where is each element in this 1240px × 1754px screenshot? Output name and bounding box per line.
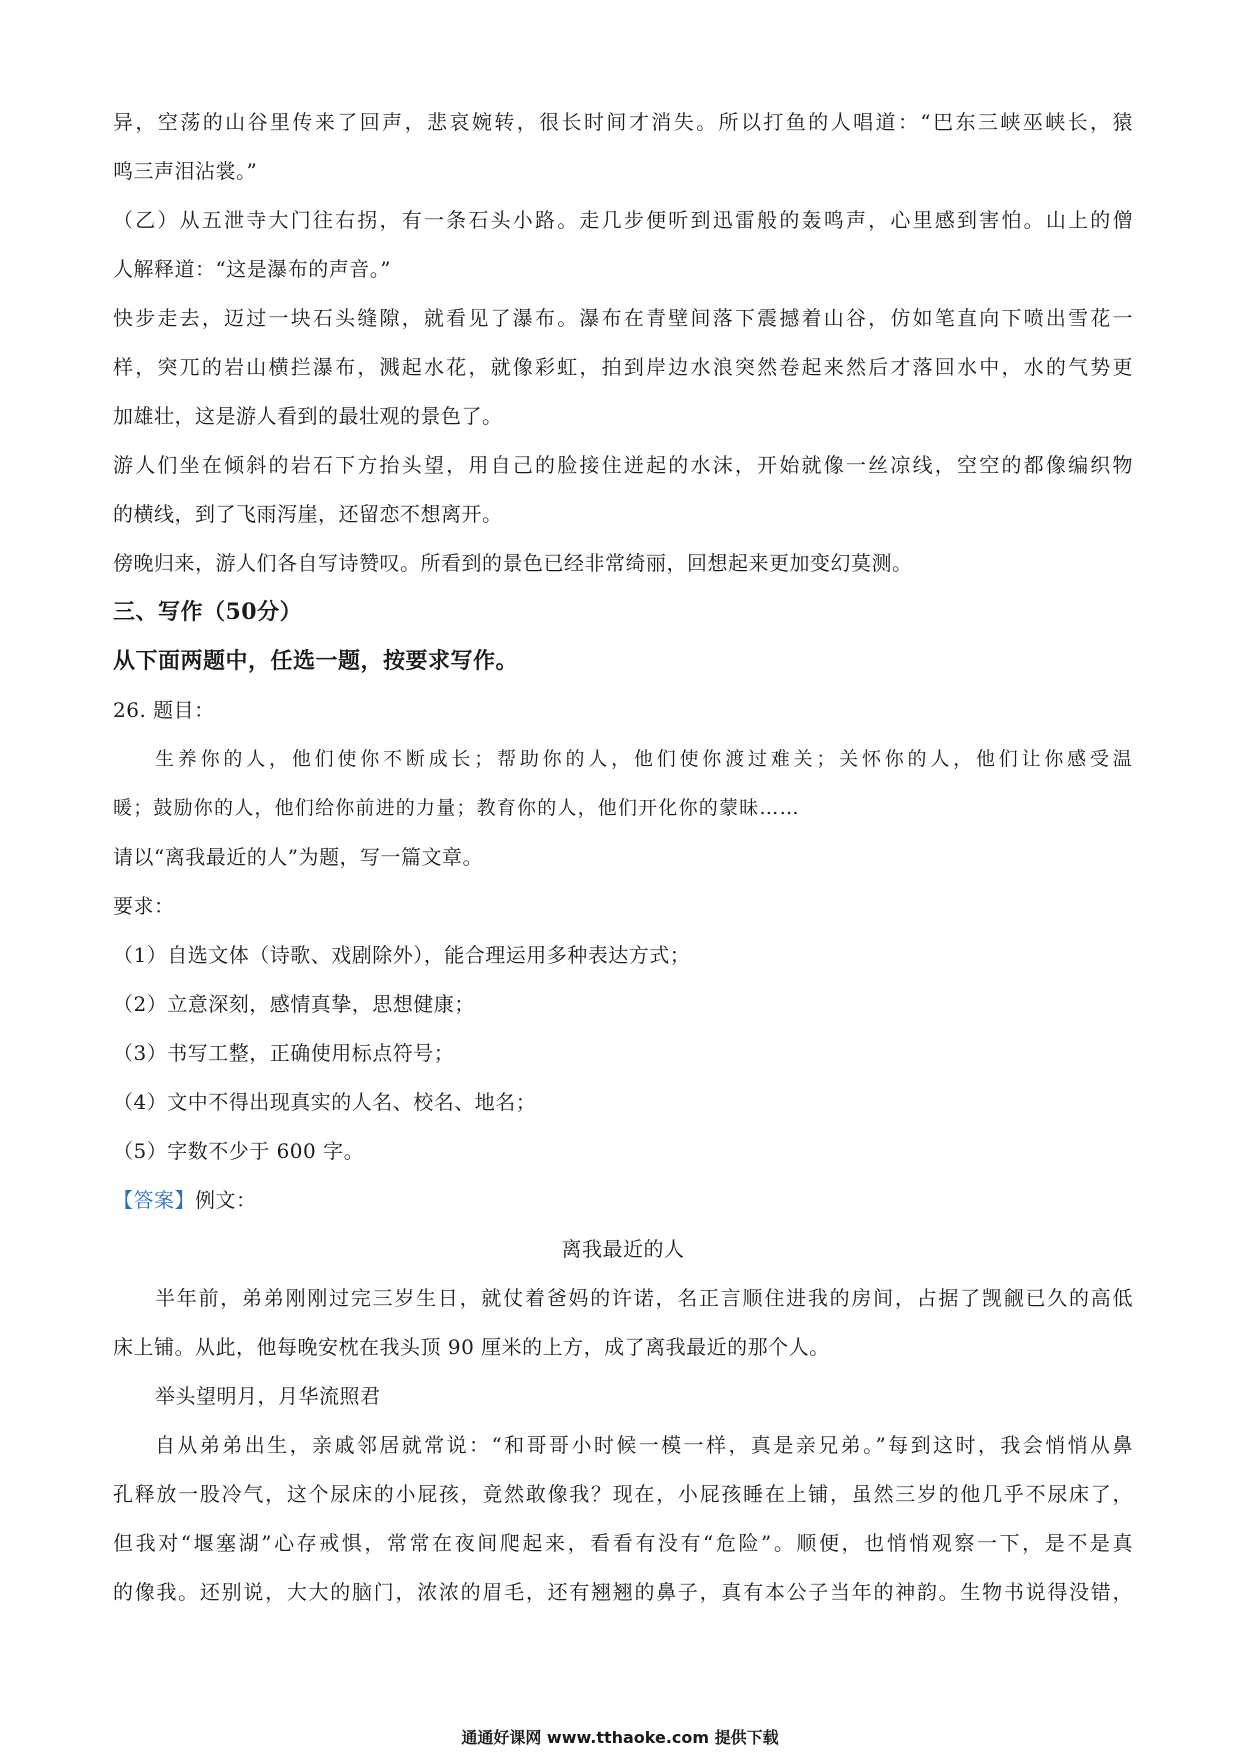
requirement-item: （4）文中不得出现真实的人名、校名、地名； bbox=[113, 1090, 537, 1114]
question-prompt-line-2: 暖；鼓励你的人，他们给你前进的力量；教育你的人，他们开化你的蒙昧…… bbox=[113, 797, 800, 819]
translation-line-1: 异，空荡的山谷里传来了回声，悲哀婉转，很长时间才消失。所以打鱼的人唱道：“巴东三峡巫峡长，猿 bbox=[113, 110, 1133, 134]
page-footer: 通通好课网 www.tthaoke.com 提供下载 bbox=[461, 1728, 779, 1747]
essay-paragraph-1-line-1: 半年前，弟弟刚刚过完三岁生日，就仗着爸妈的许诺，名正言顺住进我的房间，占据了觊觎已久的高低 bbox=[155, 1286, 1133, 1310]
answer-header bbox=[113, 1176, 1133, 1225]
translation-line-4: 人解释道：“这是瀑布的声音。” bbox=[113, 257, 391, 281]
essay-subtitle: 举头望明月，月华流照君 bbox=[155, 1384, 381, 1408]
translation-line-8: 游人们坐在倾斜的岩石下方抬头望，用自己的脸接住迸起的水沫，开始就像一丝凉线，空空的都像编织物 bbox=[113, 453, 1133, 477]
translation-line-3: （乙）从五泄寺大门往右拐，有一条石头小路。走几步便听到迅雷般的轰鸣声，心里感到害怕。山上的僧 bbox=[113, 208, 1133, 232]
answer-tag: 【答案】 bbox=[113, 1188, 195, 1212]
essay-paragraph-2-line-1: 自从弟弟出生，亲戚邻居就常说：“和哥哥小时候一模一样，真是亲兄弟。”每到这时，我会悄悄从鼻 bbox=[155, 1433, 1133, 1457]
answer-intro: 例文： bbox=[195, 1188, 257, 1212]
section-title: 三、写作（50分） bbox=[113, 599, 303, 625]
requirement-item: （2）立意深刻，感情真挚，思想健康； bbox=[113, 992, 475, 1016]
essay-paragraph-2-line-3: 但我对“堰塞湖”心存戒惧，常常在夜间爬起来，看看有没有“危险”。顺便，也悄悄观察一下，是不是真 bbox=[113, 1531, 1133, 1555]
requirement-item: （5）字数不少于 600 字。 bbox=[113, 1139, 365, 1163]
requirements-label: 要求： bbox=[113, 894, 175, 918]
requirement-item: （3）书写工整，正确使用标点符号； bbox=[113, 1041, 455, 1065]
requirement-item: （1）自选文体（诗歌、戏剧除外），能合理运用多种表达方式； bbox=[113, 943, 691, 967]
translation-line-9: 的横线，到了飞雨泻崖，还留恋不想离开。 bbox=[113, 502, 503, 526]
essay-paragraph-1-line-2: 床上铺。从此，他每晚安枕在我头顶 90 厘米的上方，成了离我最近的那个人。 bbox=[113, 1335, 830, 1359]
translation-line-10: 傍晚归来，游人们各自写诗赞叹。所看到的景色已经非常绮丽，回想起来更加变幻莫测。 bbox=[113, 551, 913, 575]
section-instruction: 从下面两题中，任选一题，按要求写作。 bbox=[113, 648, 519, 674]
essay-paragraph-2-line-2: 孔释放一股冷气，这个尿床的小屁孩，竟然敢像我？现在，小屁孩睡在上铺，虽然三岁的他几乎不尿床了， bbox=[113, 1482, 1133, 1506]
question-label: 26. 题目： bbox=[113, 698, 215, 722]
translation-line-5: 快步走去，迈过一块石头缝隙，就看见了瀑布。瀑布在青壁间落下震撼着山谷，仿如笔直向下喷出雪花一 bbox=[113, 306, 1133, 330]
essay-title: 离我最近的人 bbox=[561, 1237, 685, 1261]
translation-line-6: 样，突兀的岩山横拦瀑布，溅起水花，就像彩虹，拍到岸边水浪突然卷起来然后才落回水中，水的气势更 bbox=[113, 355, 1133, 379]
essay-paragraph-2-line-4: 的像我。还别说，大大的脑门，浓浓的眉毛，还有翘翘的鼻子，真有本公子当年的神韵。生物书说得没错， bbox=[113, 1580, 1133, 1604]
question-task: 请以“离我最近的人”为题，写一篇文章。 bbox=[113, 845, 483, 869]
translation-line-7: 加雄壮，这是游人看到的最壮观的景色了。 bbox=[113, 404, 503, 428]
translation-line-2: 鸣三声泪沾裳。” bbox=[113, 159, 258, 183]
question-prompt-line-1: 生养你的人，他们使你不断成长；帮助你的人，他们使你渡过难关；关怀你的人，他们让你感受温 bbox=[155, 748, 1133, 770]
page-content bbox=[113, 98, 1133, 1617]
